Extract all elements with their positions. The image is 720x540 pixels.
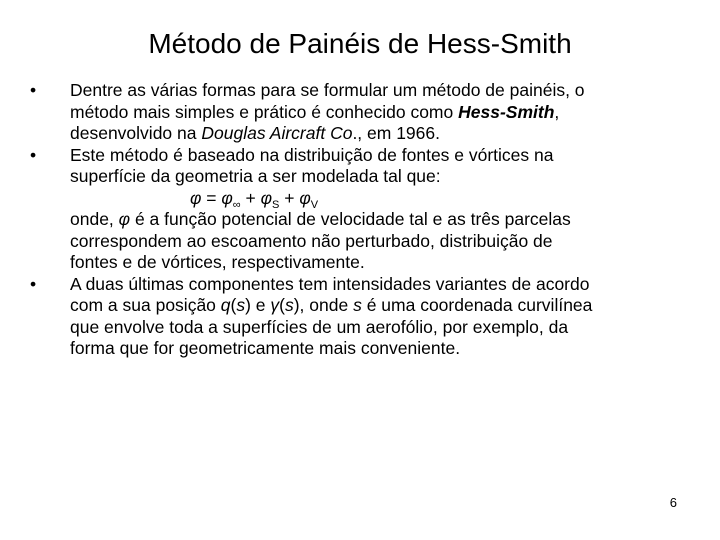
- text-line: correspondem ao escoamento não perturbado, distribuição de: [70, 230, 553, 251]
- formula-subscript: V: [310, 198, 319, 211]
- text-line: Este método é baseado na distribuição de fontes e vórtices na: [70, 144, 554, 165]
- text-run: ), onde: [293, 295, 354, 315]
- bullet-item-1: [30, 80, 690, 145]
- italic-text: s: [353, 295, 362, 315]
- text-run: (: [279, 295, 285, 315]
- text-line: [70, 102, 690, 124]
- text-line: que envolve toda a superfícies de um aerofólio, por exemplo, da: [70, 316, 569, 337]
- bullet-item-3: [30, 274, 690, 360]
- italic-text: s: [284, 295, 294, 315]
- text-line: forma que for geometricamente mais conveniente.: [70, 338, 461, 358]
- text-line: [70, 209, 690, 231]
- formula-symbol: φ: [221, 187, 233, 208]
- text-run: ) e: [245, 295, 271, 315]
- bullet-dot-icon: •: [30, 144, 37, 165]
- text-run: ., em 1966.: [352, 123, 440, 143]
- text-run: ,: [554, 101, 560, 122]
- formula-symbol: φ: [299, 187, 311, 208]
- text-line: A duas últimas componentes tem intensidades variantes de acordo: [70, 273, 590, 294]
- formula-operator: +: [279, 187, 300, 208]
- text-run: onde,: [70, 209, 119, 229]
- formula-symbol: φ: [260, 187, 273, 208]
- text-run: método mais simples e prático é conhecido como: [70, 101, 459, 122]
- text-run: (: [230, 295, 237, 315]
- formula-operator: +: [240, 187, 261, 208]
- bullet-dot-icon: •: [30, 273, 37, 294]
- formula-subscript: ∞: [232, 198, 241, 211]
- italic-text: φ: [118, 209, 131, 229]
- italic-text: q: [220, 295, 231, 315]
- text-run: é a função potencial de velocidade tal e as três parcelas: [130, 209, 571, 229]
- text-run: desenvolvido na: [70, 123, 202, 143]
- bullet-item-2: [30, 145, 690, 274]
- text-line: superfície da geometria a ser modelada tal que:: [70, 166, 441, 186]
- formula-operator: =: [201, 187, 222, 208]
- text-line: [70, 123, 690, 145]
- text-line: fontes e de vórtices, respectivamente.: [70, 252, 365, 272]
- text-run: é uma coordenada curvilínea: [361, 295, 593, 315]
- bullet-list: [30, 80, 690, 360]
- italic-text: Douglas Aircraft Co: [201, 123, 353, 143]
- italic-text: s: [236, 295, 246, 315]
- bullet-dot-icon: •: [30, 80, 37, 100]
- text-line: [70, 295, 690, 317]
- text-line: Dentre as várias formas para se formular um método de painéis, o: [70, 80, 585, 100]
- page-number: 6: [669, 495, 677, 510]
- slide-title: Método de Painéis de Hess-Smith: [148, 28, 572, 59]
- text-run: com a sua posição: [70, 295, 221, 315]
- emphasis-text: Hess-Smith: [458, 101, 555, 122]
- formula: [70, 188, 690, 210]
- formula-subscript: S: [272, 198, 280, 211]
- formula-symbol: φ: [190, 187, 202, 208]
- italic-text: γ: [270, 295, 280, 315]
